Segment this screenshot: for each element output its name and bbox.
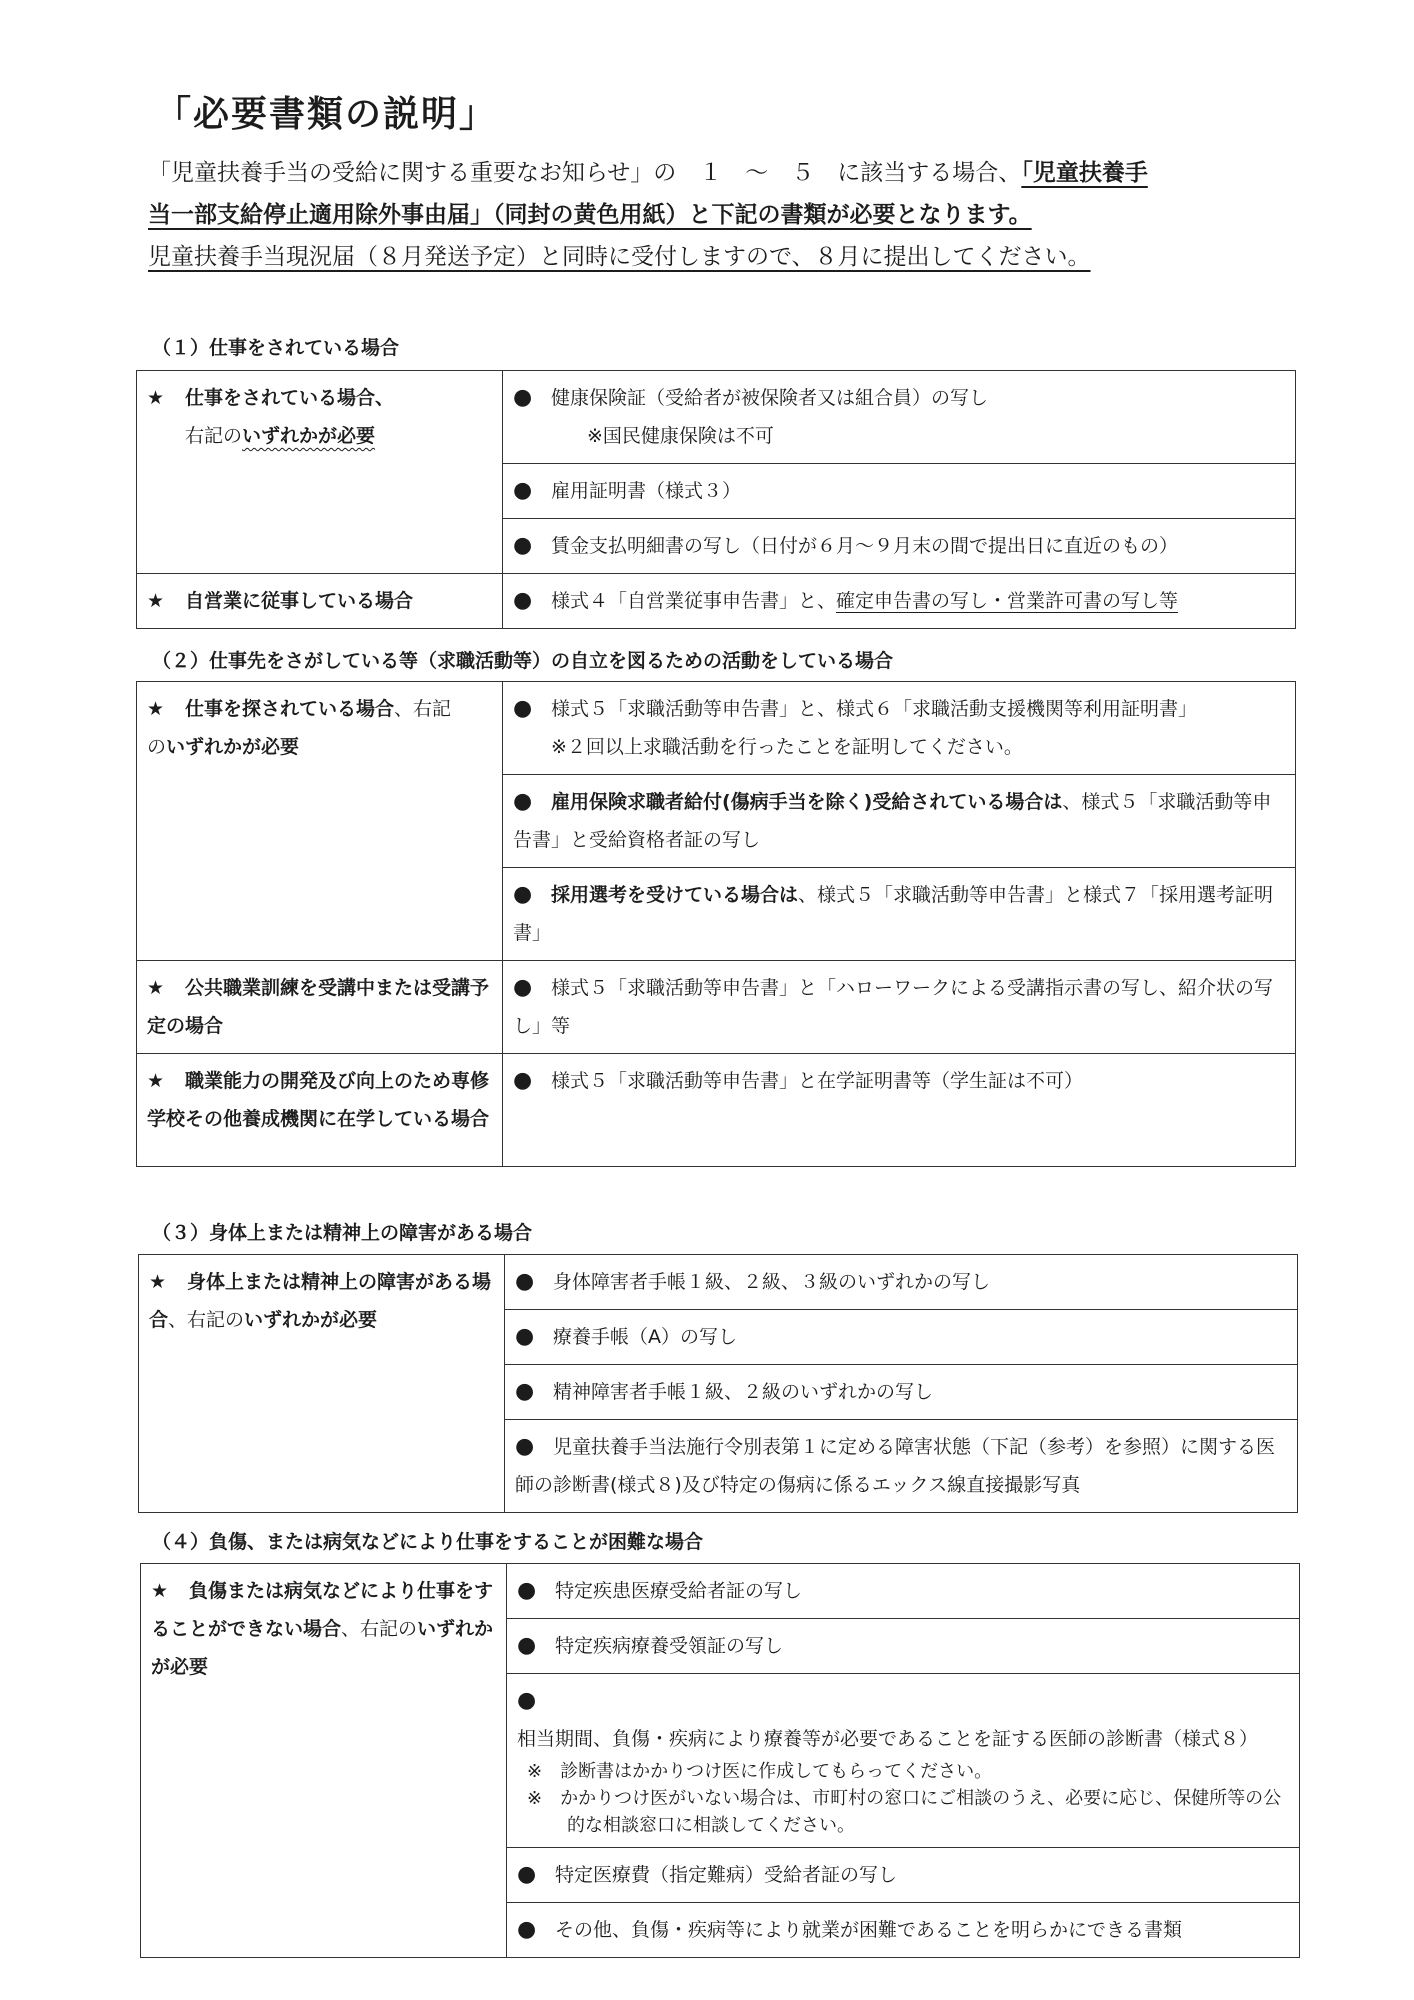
star-icon: ★ [147, 1070, 165, 1092]
bullet-icon: ● [517, 1862, 537, 1887]
bullet-icon: ● [513, 1068, 533, 1093]
bullet-icon: ● [517, 1633, 537, 1658]
document-item: ● 特定疾患医療受給者証の写し [507, 1564, 1300, 1619]
document-item: ● 健康保険証（受給者が被保険者又は組合員）の写し ※国民健康保険は不可 [503, 371, 1296, 464]
star-icon: ★ [147, 698, 165, 720]
bullet-icon: ● [513, 478, 533, 503]
section-2-title: （２）仕事先をさがしている等（求職活動等）の自立を図るための活動をしている場合 [152, 650, 894, 672]
bullet-icon: ● [513, 696, 533, 721]
bullet-icon: ● [513, 533, 533, 558]
document-item: ● 児童扶養手当法施行令別表第１に定める障害状態（下記（参考）を参照）に関する医師の診断書(様式８)及び特定の傷病に係るエックス線直接撮影写真 [505, 1420, 1298, 1513]
bullet-icon: ● [513, 588, 533, 613]
document-item: ● 療養手帳（A）の写し [505, 1310, 1298, 1365]
intro-line-1: 「児童扶養手当の受給に関する重要なお知らせ」の １ ～ ５ に該当する場合、「児童扶養手 [148, 160, 1148, 186]
document-item: ● 精神障害者手帳１級、２級のいずれかの写し [505, 1365, 1298, 1420]
section-4-title: （４）負傷、または病気などにより仕事をすることが困難な場合 [152, 1531, 704, 1553]
document-item: ● 特定医療費（指定難病）受給者証の写し [507, 1848, 1300, 1903]
star-icon: ★ [149, 1271, 167, 1293]
section-2-table [136, 681, 1296, 1167]
document-item: ● 様式５「求職活動等申告書」と在学証明書等（学生証は不可） [503, 1054, 1296, 1167]
section-1-title: （１）仕事をされている場合 [152, 337, 400, 359]
condition-cell: ★ 身体上または精神上の障害がある場合、右記のいずれかが必要 [139, 1255, 505, 1513]
section-3-title: （３）身体上または精神上の障害がある場合 [152, 1222, 533, 1244]
star-icon: ★ [147, 977, 165, 999]
bullet-icon: ● [513, 385, 533, 410]
bullet-icon: ● [517, 1578, 537, 1603]
intro [148, 152, 1288, 278]
document-item: ●相当期間、負傷・疾病により療養等が必要であることを証する医師の診断書（様式８） ※ 診断書はかかりつけ医に作成してもらってください。 ※ かかりつけ医がいない場合は、市町村の窓口にご相談のうえ、必要に応じ、保健所等の公的な相談窓口に相談してください。 [507, 1674, 1300, 1848]
bullet-icon: ● [515, 1324, 535, 1349]
section-1-table [136, 370, 1296, 629]
condition-cell: ★ 仕事を探されている場合、右記 のいずれかが必要 [137, 682, 503, 961]
document-item: ● 採用選考を受けている場合は、様式５「求職活動等申告書」と様式７「採用選考証明書」 [503, 868, 1296, 961]
document-item: ● 様式５「求職活動等申告書」と「ハローワークによる受講指示書の写し、紹介状の写し」等 [503, 961, 1296, 1054]
bullet-icon: ● [513, 882, 533, 907]
condition-cell: ★ 公共職業訓練を受講中または受講予定の場合 [137, 961, 503, 1054]
bullet-icon: ● [517, 1917, 537, 1942]
document-item: ● 様式５「求職活動等申告書」と、様式６「求職活動支援機関等利用証明書」 ※２回以上求職活動を行ったことを証明してください。 [503, 682, 1296, 775]
bullet-icon: ● [515, 1379, 535, 1404]
condition-cell: ★ 負傷または病気などにより仕事をすることができない場合、右記のいずれかが必要 [141, 1564, 507, 1958]
bullet-icon: ● [515, 1434, 535, 1459]
section-3-table [138, 1254, 1298, 1513]
section-4-table [140, 1563, 1300, 1958]
bullet-icon: ● [515, 1269, 535, 1294]
star-icon: ★ [147, 387, 165, 409]
bullet-icon: ● [517, 1688, 537, 1713]
intro-line-2: 当一部支給停止適用除外事由届」（同封の黄色用紙）と下記の書類が必要となります。 [148, 202, 1032, 228]
document-item: ● 様式４「自営業従事申告書」と、確定申告書の写し・営業許可書の写し等 [503, 574, 1296, 629]
document-item: ● 雇用証明書（様式３） [503, 464, 1296, 519]
bullet-icon: ● [513, 789, 533, 814]
bullet-icon: ● [513, 975, 533, 1000]
page-title: 「必要書類の説明」 [155, 94, 498, 135]
document-item: ● 賃金支払明細書の写し（日付が６月～９月末の間で提出日に直近のもの） [503, 519, 1296, 574]
condition-cell: ★ 自営業に従事している場合 [137, 574, 503, 629]
document-item: ● 身体障害者手帳１級、２級、３級のいずれかの写し [505, 1255, 1298, 1310]
intro-line-3: 児童扶養手当現況届（８月発送予定）と同時に受付しますので、８月に提出してください。 [148, 244, 1091, 270]
star-icon: ★ [151, 1580, 169, 1602]
condition-cell: ★ 仕事をされている場合、 右記のいずれかが必要 [137, 371, 503, 574]
document-item: ● 雇用保険求職者給付(傷病手当を除く)受給されている場合は、様式５「求職活動等申告書」と受給資格者証の写し [503, 775, 1296, 868]
document-item: ● 特定疾病療養受領証の写し [507, 1619, 1300, 1674]
star-icon: ★ [147, 590, 165, 612]
condition-cell: ★ 職業能力の開発及び向上のため専修学校その他養成機関に在学している場合 [137, 1054, 503, 1167]
document-item: ● その他、負傷・疾病等により就業が困難であることを明らかにできる書類 [507, 1903, 1300, 1958]
